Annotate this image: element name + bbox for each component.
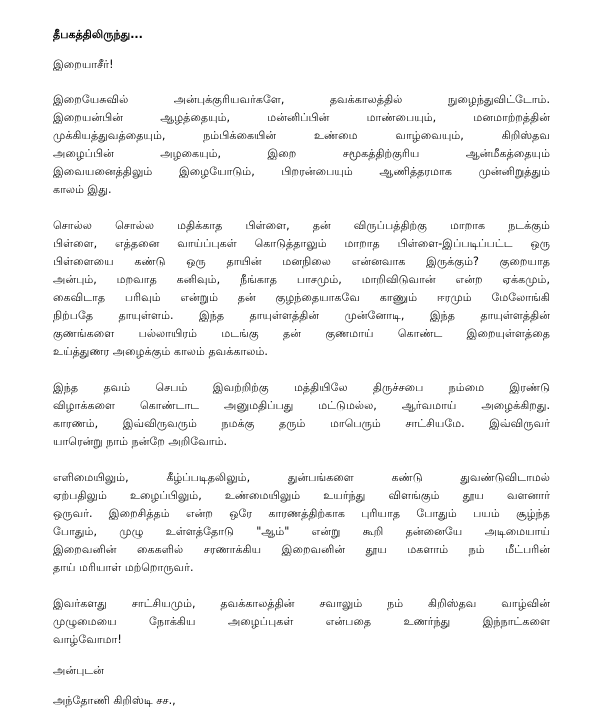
paragraph-line: தாய் மரியாள் மற்றொருவர். [53, 561, 194, 574]
paragraph-line: இறையன்பின் ஆழத்தையும், மன்னிப்பின் மாண்பையும், மனமாற்றத்தின் [53, 111, 550, 124]
paragraph-line: முழுமையை நோக்கிய அழைப்புகள் என்பதை உணர்ந்து இந்நாட்களை [53, 615, 550, 628]
paragraph-line: காரணம், இவ்விருவரும் நமக்கு தரும் மாபெரும் சாட்சியமே. இவ்விருவர் [53, 417, 550, 430]
paragraph-line: இவர்களது சாட்சியமும், தவக்காலத்தின் சவாலும் நம் கிறிஸ்தவ வாழ்வின் [53, 597, 550, 610]
closing: அன்புடன் [53, 664, 104, 677]
paragraph-line: பிள்ளையை கண்டு ஒரு தாயின் மனநிலை என்னவாக இருக்கும்? குறையாத [53, 255, 550, 268]
paragraph-line: கைவிடாத பரிவும் என்றும் தன் குழந்தையாகவே காணும் ஈரமும் மேலோங்கி [53, 291, 550, 304]
paragraph-line: யாரென்று நாம் நன்றே அறிவோம். [53, 435, 228, 448]
paragraph-line: குணங்களை பல்லாயிரம் மடங்கு தன் குணமாய் கொண்ட இறையுள்ளத்தை [53, 327, 550, 340]
paragraph-line: அன்பும், மறவாத கனிவும், நீங்காத பாசமும், மாறிவிடுவான் என்ற ஏக்கமும், [53, 273, 550, 286]
signature: அந்தோணி கிறிஸ்டி சச., [53, 694, 176, 707]
paragraph-line: ஒருவர். இறைசித்தம் என்ற ஒரே காரணத்திற்காக புரியாத போதும் பயம் சூழ்ந்த [53, 507, 550, 520]
paragraph-line: உய்த்துணர அழைக்கும் காலம் தவக்காலம். [53, 345, 268, 358]
paragraph-line: வாழ்வோமா! [53, 633, 122, 646]
paragraph-line: எளிமையிலும், கீழ்ப்படிதலிலும், துன்பங்களை கண்டு துவண்டுவிடாமல் [53, 471, 550, 484]
paragraph-line: பிள்ளை, எத்தனை வாய்ப்புகள் கொடுத்தாலும் மாறாத பிள்ளை-இப்படிப்பட்ட ஒரு [53, 237, 550, 250]
paragraph-line: காலம் இது. [53, 183, 112, 196]
paragraph-line: இந்த தவம் செபம் இவற்றிற்கு மத்தியிலே திருச்சபை நம்மை இரண்டு [53, 381, 550, 394]
paragraph-line: முக்கியத்துவத்தையும், நம்பிக்கையின் உண்மை வாழ்வையும், கிறிஸ்தவ [53, 129, 550, 142]
paragraph-line: இறைவனின் கைகளில் சரணாக்கிய இறைவனின் தூய மகளாம் நம் மீட்பரின் [53, 543, 550, 556]
paragraph-line: இவையனைத்திலும் இழையோடும், பிறரன்பையும் ஆணித்தரமாக முன்னிறுத்தும் [53, 165, 550, 178]
paragraph-line: நிற்பதே தாயுள்ளம். இந்த தாயுள்ளத்தின் முன்னோடி, இந்த தாயுள்ளத்தின் [53, 309, 550, 322]
paragraph-line: விழாக்களை கொண்டாட அனுமதிப்பது மட்டுமல்ல, ஆர்வமாய் அழைக்கிறது. [53, 399, 550, 412]
paragraph-line: போதும், முழு உள்ளத்தோடு "ஆம்" என்று கூறி தன்னையே அடிமையாய் [53, 525, 550, 538]
letter-title: தீபகத்திலிருந்து... [53, 28, 143, 41]
paragraph-line: அழைப்பின் அழகையும், இறை சமூகத்திற்குரிய ஆன்மீகத்தையும் [53, 147, 550, 160]
salutation: இறையாசீர்! [53, 58, 114, 71]
paragraph-line: இறையேசுவில் அன்புக்குரியவர்களே, தவக்காலத்தில் நுழைந்துவிட்டோம். [53, 93, 550, 106]
paragraph-line: ஏற்பதிலும் உழைப்பிலும், உண்மையிலும் உயர்ந்து விளங்கும் தூய வளனார் [53, 489, 550, 502]
paragraph-line: சொல்ல சொல்ல மதிக்காத பிள்ளை, தன் விருப்பத்திற்கு மாறாக நடக்கும் [53, 219, 550, 232]
